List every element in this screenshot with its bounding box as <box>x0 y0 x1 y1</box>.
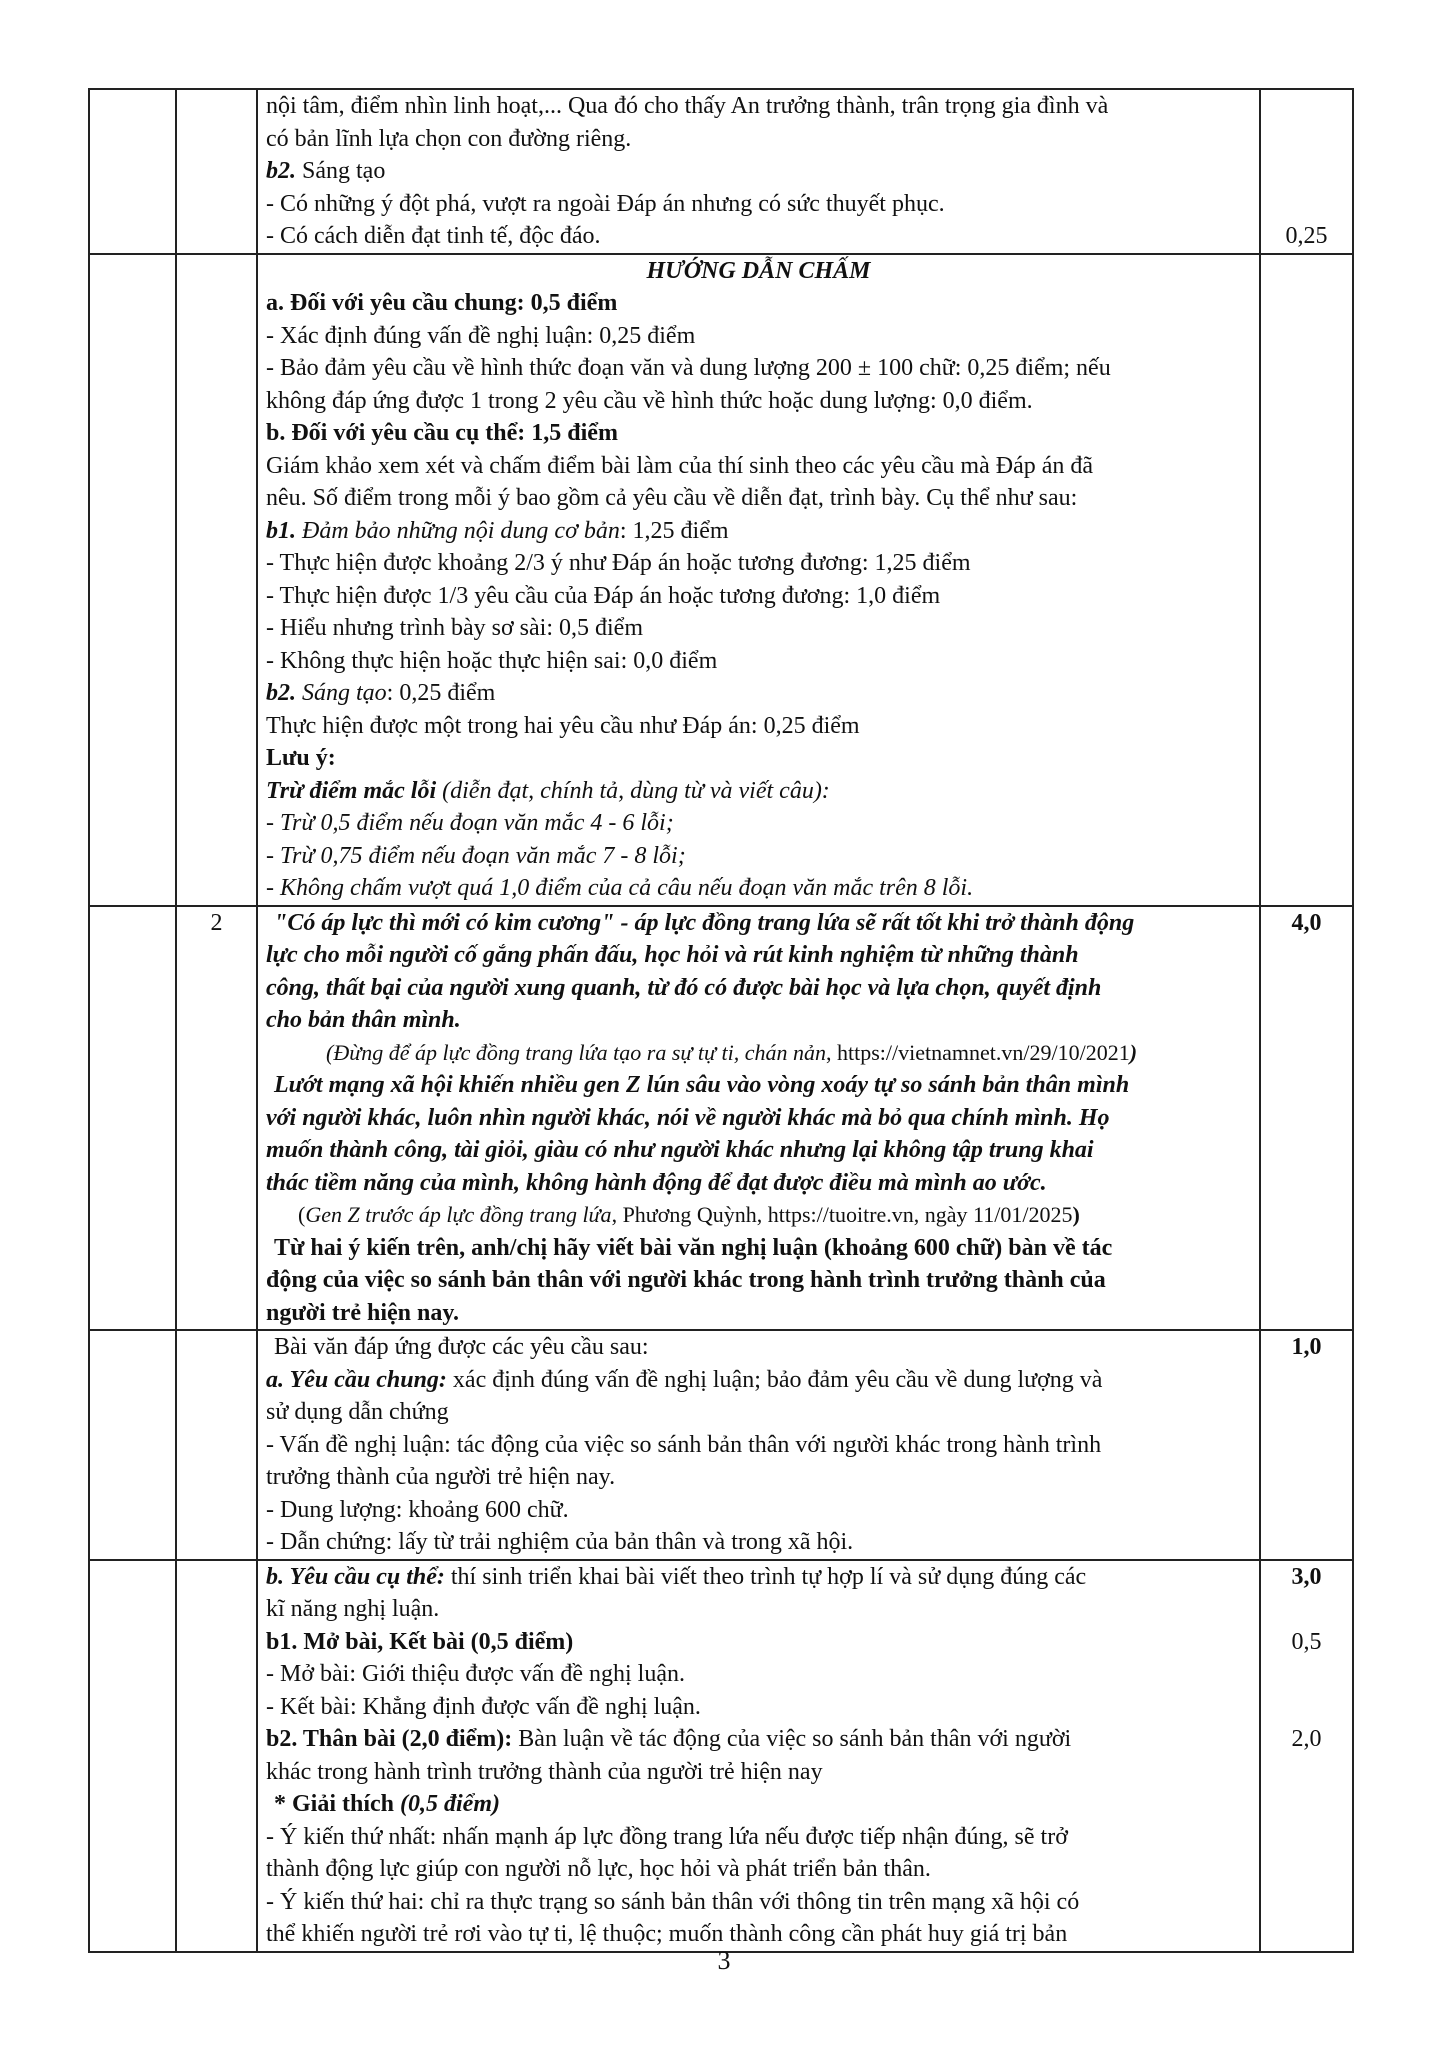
subheading: a. Đối với yêu cầu chung: 0,5 điểm <box>266 290 618 316</box>
score-value: 1,0 <box>1291 1334 1322 1360</box>
text-line: - Vấn đề nghị luận: tác động của việc so sánh bản thân với người khác trong hành trình <box>266 1431 1102 1458</box>
text-line: - Mở bài: Giới thiệu được vấn đề nghị luận. <box>266 1661 686 1687</box>
score-value: 0,5 <box>1291 1628 1322 1655</box>
score-value: 0,25 <box>1285 223 1328 249</box>
task-line: động của việc so sánh bản thân với người khác trong hành trình trưởng thành của <box>266 1267 1106 1293</box>
subheading: b1. Mở bài, Kết bài (0,5 điểm) <box>266 1628 574 1655</box>
section-cell <box>89 1560 176 1952</box>
text-line <box>266 515 1251 548</box>
label-text: (diễn đạt, chính tả, dùng từ và viết câu): <box>436 777 830 804</box>
label-text: xác định đúng vấn đề nghị luận; bảo đảm yêu cầu về dung lượng và <box>446 1366 1103 1393</box>
text-line: - Ý kiến thứ nhất: nhấn mạnh áp lực đồng trang lứa nếu được tiếp nhận đúng, sẽ trở <box>266 1823 1068 1850</box>
quote-line: thác tiềm năng của mình, không hành động để đạt được điều mà mình ao ước. <box>266 1169 1047 1196</box>
paren: ( <box>298 1202 306 1227</box>
label-text: Sáng tạo <box>296 680 387 706</box>
text-line: - Xác định đúng vấn đề nghị luận: 0,25 điểm <box>266 322 696 349</box>
question-number-cell <box>176 1560 257 1952</box>
source-citation <box>266 1199 1251 1232</box>
score-cell <box>1260 89 1353 254</box>
source-title: Gen Z trước áp lực đồng trang lứa <box>305 1202 612 1227</box>
text-line: - Kết bài: Khẳng định được vấn đề nghị luận. <box>266 1693 701 1720</box>
subheading: b. Đối với yêu cầu cụ thể: 1,5 điểm <box>266 420 618 446</box>
score-value: 2,0 <box>1291 1726 1322 1752</box>
text-line: có bản lĩnh lựa chọn con đường riêng. <box>266 125 632 152</box>
text-line <box>266 1561 1251 1594</box>
quote-line: lực cho mỗi người cố gắng phấn đấu, học hỏi và rút kinh nghiệm từ những thành <box>266 942 1079 968</box>
text-line <box>266 677 1251 710</box>
text-line: - Dẫn chứng: lấy từ trải nghiệm của bản thân và trong xã hội. <box>266 1529 854 1555</box>
quote-line: "Có áp lực thì mới có kim cương" - áp lực đồng trang lứa sẽ rất tốt khi trở thành động <box>274 909 1135 936</box>
question-number-cell <box>176 254 257 906</box>
section-cell <box>89 906 176 1331</box>
text-line: không đáp ứng được 1 trong 2 yêu cầu về hình thức hoặc dung lượng: 0,0 điểm. <box>266 387 1033 414</box>
text-line: thành động lực giúp con người nỗ lực, học hỏi và phát triển bản thân. <box>266 1856 931 1882</box>
text-line: - Thực hiện được khoảng 2/3 ý như Đáp án hoặc tương đương: 1,25 điểm <box>266 550 971 576</box>
text-line: - Không chấm vượt quá 1,0 điểm của cả câu nếu đoạn văn mắc trên 8 lỗi. <box>266 875 974 901</box>
label: b2. <box>266 158 296 184</box>
score-value: 4,0 <box>1291 909 1322 936</box>
score-value: 3,0 <box>1291 1563 1322 1590</box>
content-cell <box>257 1560 1260 1952</box>
text-line: - Dung lượng: khoảng 600 chữ. <box>266 1496 569 1523</box>
label-text: Đảm bảo những nội dung cơ bản <box>296 517 620 544</box>
text-line <box>266 775 1251 808</box>
text-line: - Ý kiến thứ hai: chỉ ra thực trạng so sánh bản thân với thông tin trên mạng xã hội có <box>266 1888 1080 1915</box>
content-cell <box>257 254 1260 906</box>
paren: ) <box>1129 1039 1138 1065</box>
label: * Giải thích <box>274 1791 395 1817</box>
page-number: 3 <box>717 1946 731 1975</box>
text-line: kĩ năng nghị luận. <box>266 1596 440 1622</box>
label: Trừ điểm mắc lỗi <box>266 777 437 804</box>
text-line <box>266 1723 1251 1756</box>
text-line: nêu. Số điểm trong mỗi ý bao gồm cả yêu cầu về diễn đạt, trình bày. Cụ thể như sau: <box>266 485 1078 511</box>
text-line <box>266 155 1251 188</box>
table-row <box>89 906 1353 1331</box>
section-cell <box>89 89 176 254</box>
score-cell <box>1260 1560 1353 1952</box>
text-line: - Trừ 0,5 điểm nếu đoạn văn mắc 4 - 6 lỗi; <box>266 810 674 836</box>
question-number-cell <box>176 906 257 1331</box>
table-row <box>89 1330 1353 1560</box>
table-row <box>89 1560 1353 1952</box>
guide-heading: HƯỚNG DẪN CHẤM <box>646 257 871 284</box>
text-line: nội tâm, điểm nhìn linh hoạt,... Qua đó cho thấy An trưởng thành, trân trọng gia đình và <box>266 93 1109 119</box>
source-url: , https://vietnamnet.vn/29/10/2021 <box>825 1039 1130 1065</box>
quote-line: Lướt mạng xã hội khiến nhiều gen Z lún sâu vào vòng xoáy tự so sánh bản thân mình <box>274 1072 1130 1098</box>
text-line: thể khiến người trẻ rơi vào tự ti, lệ thuộc; muốn thành công cần phát huy giá trị bản <box>266 1921 1068 1947</box>
label: b2. Thân bài (2,0 điểm): <box>266 1726 513 1752</box>
text-line: - Không thực hiện hoặc thực hiện sai: 0,0 điểm <box>266 647 718 674</box>
label: b. Yêu cầu cụ thể: <box>266 1563 445 1590</box>
source-title: Đừng để áp lực đồng trang lứa tạo ra sự tự ti, chán nản <box>333 1039 826 1065</box>
score-cell <box>1260 1330 1353 1560</box>
score-cell <box>1260 254 1353 906</box>
task-line: Từ hai ý kiến trên, anh/chị hãy viết bài văn nghị luận (khoảng 600 chữ) bàn về tác <box>274 1234 1113 1261</box>
source-citation <box>266 1037 1251 1070</box>
label-score: : 0,25 điểm <box>386 680 496 706</box>
score-cell <box>1260 906 1353 1331</box>
text-line: Giám khảo xem xét và chấm điểm bài làm của thí sinh theo các yêu cầu mà Đáp án đã <box>266 452 1094 479</box>
quote-line: muốn thành công, tài giỏi, giàu có như người khác nhưng lại không tập trung khai <box>266 1137 1094 1163</box>
task-line: người trẻ hiện nay. <box>266 1299 460 1326</box>
table-row <box>89 254 1353 906</box>
section-cell <box>89 254 176 906</box>
text-line <box>266 1364 1251 1397</box>
question-number-cell <box>176 89 257 254</box>
paren: ( <box>326 1039 334 1065</box>
label: a. Yêu cầu chung: <box>266 1366 447 1393</box>
quote-line: công, thất bại của người xung quanh, từ đó có được bài học và lựa chọn, quyết định <box>266 974 1102 1001</box>
text-line: - Thực hiện được 1/3 yêu cầu của Đáp án hoặc tương đương: 1,0 điểm <box>266 582 941 609</box>
text-line: - Có cách diễn đạt tinh tế, độc đáo. <box>266 223 601 249</box>
text-line: - Hiểu nhưng trình bày sơ sài: 0,5 điểm <box>266 615 643 641</box>
text-line <box>266 1788 1251 1821</box>
label-score: : 1,25 điểm <box>619 517 729 544</box>
label-text: Sáng tạo <box>296 158 386 184</box>
label: b1. <box>266 517 296 544</box>
label-text: thí sinh triển khai bài viết theo trình tự hợp lí và sử dụng đúng các <box>444 1563 1087 1590</box>
text-line: Bài văn đáp ứng được các yêu cầu sau: <box>274 1334 649 1360</box>
text-line: - Có những ý đột phá, vượt ra ngoài Đáp án nhưng có sức thuyết phục. <box>266 190 945 217</box>
quote-line: cho bản thân mình. <box>266 1007 461 1033</box>
section-cell <box>89 1330 176 1560</box>
content-cell <box>257 906 1260 1331</box>
text-line: Thực hiện được một trong hai yêu cầu như Đáp án: 0,25 điểm <box>266 712 860 739</box>
paren: ) <box>1072 1202 1080 1227</box>
question-number-cell <box>176 1330 257 1560</box>
content-cell <box>257 1330 1260 1560</box>
text-line: - Trừ 0,75 điểm nếu đoạn văn mắc 7 - 8 lỗi; <box>266 842 686 869</box>
source-url: , Phương Quỳnh, https://tuoitre.vn, ngày 11/01/2025 <box>611 1202 1073 1227</box>
note-heading: Lưu ý: <box>266 745 336 771</box>
text-line: - Bảo đảm yêu cầu về hình thức đoạn văn và dung lượng 200 ± 100 chữ: 0,25 điểm; nếu <box>266 355 1111 381</box>
label: b2. <box>266 680 296 706</box>
label-score: (0,5 điểm) <box>394 1791 500 1817</box>
text-line: sử dụng dẫn chứng <box>266 1399 449 1425</box>
text-line: trưởng thành của người trẻ hiện nay. <box>266 1464 616 1490</box>
table-row <box>89 89 1353 254</box>
content-cell <box>257 89 1260 254</box>
quote-line: với người khác, luôn nhìn người khác, nói về người khác mà bỏ qua chính mình. Họ <box>266 1104 1110 1131</box>
grading-table <box>88 88 1354 1953</box>
text-line: khác trong hành trình trưởng thành của người trẻ hiện nay <box>266 1758 823 1785</box>
label-text: Bàn luận về tác động của việc so sánh bản thân với người <box>512 1726 1072 1752</box>
question-number: 2 <box>210 909 223 936</box>
